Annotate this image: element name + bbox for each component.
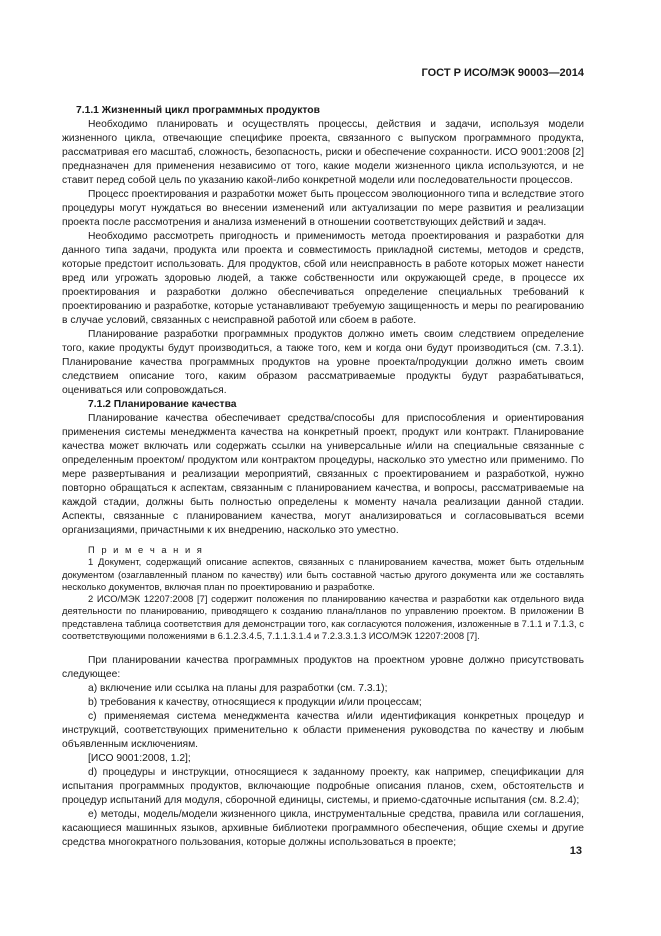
document-header: ГОСТ Р ИСО/МЭК 90003—2014: [421, 67, 584, 79]
notes-title: П р и м е ч а н и я: [88, 544, 204, 555]
page-number: 13: [569, 845, 582, 857]
document-body: [62, 104, 584, 850]
quality-planning-item: b) требования к качеству, относящиеся к продукции и/или процессам;: [88, 697, 422, 709]
section-711-paragraph: Планирование разработки программных продуктов должно иметь своим следствием определение того, какие продукты будут производиться, а также того, кем и когда они будут производиться (см. 7.3.1). Планирование качества программных продуктов на уровне проекта/продукции должно иметь своим следствием описание того, каким образом рассматриваемые продукты будут разрабатываться, оцениваться или сопровождаться.: [62, 329, 584, 396]
section-711-heading: 7.1.1 Жизненный цикл программных продуктов: [76, 105, 320, 116]
quality-planning-item: c) применяемая система менеджмента качества и/или идентификация конкретных процедур и инструкций, соответствующих применительно к области применения руководства по качеству и любым объявленным исключениям.: [62, 711, 584, 751]
section-712-heading: 7.1.2 Планирование качества: [88, 399, 237, 410]
section-711-paragraph: Необходимо рассмотреть пригодность и применимость метода проектирования и разработки для данного типа задачи, продукта или проекта и совместимость прикладной системы, методов и средств, которые предстоит использовать. Для продуктов, сбой или неисправность в работе которых может нанести вред или угрожать здоровью людей, а также собственности или окружающей среде, в процессе их проектирования и разработки должно обеспечиваться определение специальных требований к проектированию и разработке, которые устанавливают требуемую защищенность и меры по реагированию в случае условий, связанных с неисправной работой или сбоем в работе.: [62, 231, 584, 326]
quality-planning-item: a) включение или ссылка на планы для разработки (см. 7.3.1);: [88, 683, 388, 695]
note-item: 1 Документ, содержащий описание аспектов, связанных с планированием качества, может быть отдельным документом (озаглавленный планом по качеству) или быть составной частью другого документа или же составлять несколько документов, включая план по проектированию и разработке.: [62, 556, 584, 592]
section-711-paragraph: Процесс проектирования и разработки может быть процессом эволюционного типа и вследствие этого процедуры могут нуждаться во внесении изменений или актуализации по мере развития и реализации проекта после рассмотрения и анализа изменений в отношении соответствующих действий и задач.: [62, 189, 584, 228]
notes-block: [62, 544, 584, 642]
section-712-paragraph: Планирование качества обеспечивает средства/способы для приспособления и ориентирования применения системы менеджмента качества на конкретный проект, продукт или контракт. Планирование качества может включать или содержать ссылки на универсальные и/или на специальные связанные с определенным проектом/ продуктом или контрактом процедуры, насколько это уместно или применимо. По мере развертывания и реализации мероприятий, связанных с проектированием и разработкой, нужно повторно обращаться к аспектам, связанным с планированием качества, и вопросы, рассматриваемые на каждой стадии, должны быть полностью определены к моменту начала реализации данной стадии. Аспекты, связанные с планированием качества, могут анализироваться и согласовываться всеми организациями, причастными к их внедрению, насколько это уместно.: [62, 413, 584, 536]
section-711-paragraph: Необходимо планировать и осуществлять процессы, действия и задачи, используя модели жизненного цикла, отвечающие специфике проекта, связанного с выпуском программного продукта, рассматривая его масштаб, сложность, безопасность, риски и обеспечение сохранности. ИСО 9001:2008 [2] предназначен для применения независимо от того, какие модели жизненного цикла используются, и не ставит перед собой цель по указанию какой-либо конкретной модели или последовательности процессов.: [62, 119, 584, 186]
quality-planning-reference: [ИСО 9001:2008, 1.2];: [88, 753, 191, 765]
quality-planning-item: d) процедуры и инструкции, относящиеся к заданному проекту, как например, спецификации для испытания программных продуктов, включающие подробные описания планов, схем, обстоятельств и процедур испытаний для модуля, сборочной единицы, системы, и приемо-сдаточные испытания (см. 8.2.4);: [62, 767, 584, 807]
quality-planning-intro: При планировании качества программных продуктов на проектном уровне должно присутствовать следующее:: [62, 655, 584, 681]
quality-planning-item: e) методы, модель/модели жизненного цикла, инструментальные средства, правила или соглашения, касающиеся машинных языков, архивные библиотеки программного обеспечения, общие схемы и другие средства многократного пользования, которые должны использоваться в проекте;: [62, 809, 584, 849]
note-item: 2 ИСО/МЭК 12207:2008 [7] содержит положения по планированию качества и разработки как отдельного вида деятельности по планированию, приводящего к созданию плана/планов по управлению проектом. В приложении В представлена таблица соответствия для демонстрации того, как согласуются положения, изложенные в 7.1.1 и 7.1.3, с соответствующими положениями в 6.1.2.3.4.5, 7.1.1.3.1.4 и 7.2.3.3.1.3 ИСО/МЭК 12207:2008 [7].: [62, 593, 584, 642]
